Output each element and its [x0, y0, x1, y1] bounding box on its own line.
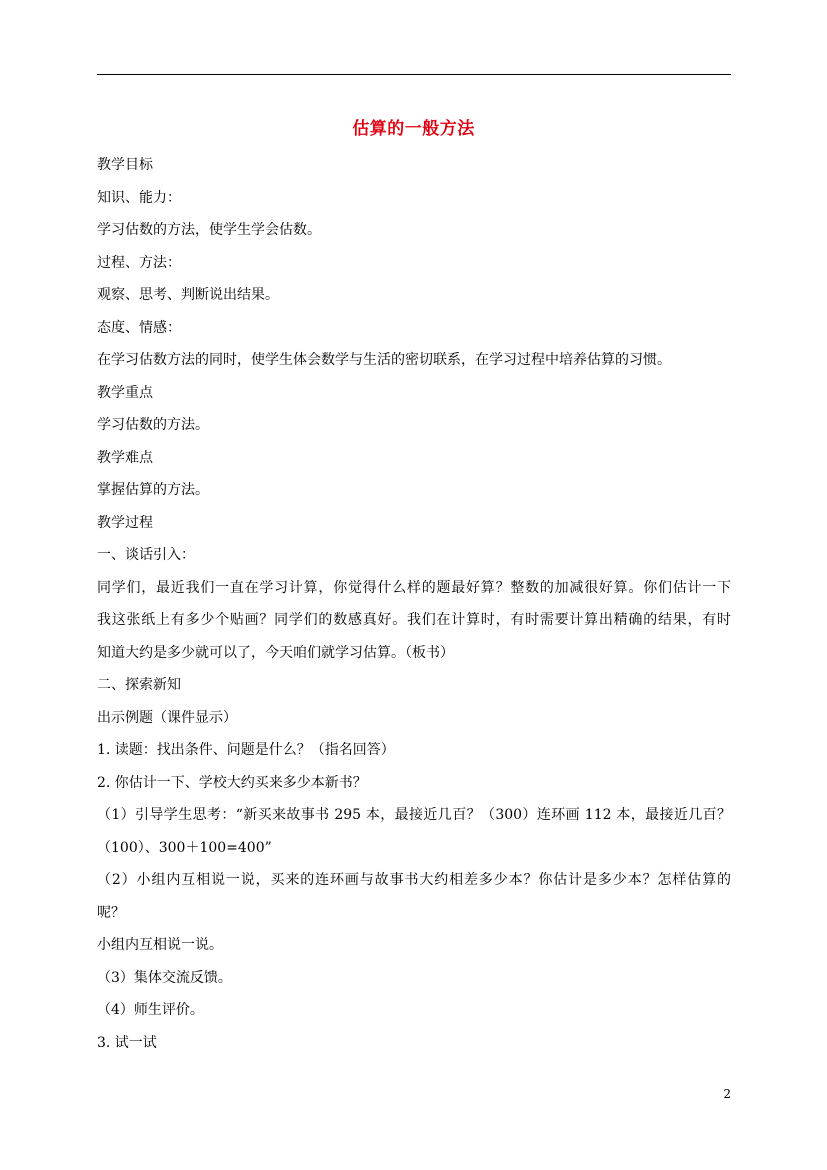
list-item: （4）师生评价。: [97, 1002, 204, 1018]
section-heading-key-points: 教学重点: [97, 384, 153, 401]
section-heading-teaching-goals: 教学目标: [97, 157, 153, 173]
list-item: （1）引导学生思考：“新买来故事书 295 本，最接近几百？（300）连环画 112 本，最接近几百？: [97, 807, 731, 823]
paragraph-line: 学习估数的方法，使学生学会估数。: [97, 222, 321, 238]
header-rule: [97, 74, 731, 75]
paragraph-line: 观察、思考、判断说出结果。: [97, 287, 279, 303]
list-item: 1. 读题：找出条件、问题是什么？（指名回答）: [97, 742, 395, 758]
page-number: 2: [723, 1087, 731, 1101]
paragraph-line: 同学们，最近我们一直在学习计算，你觉得什么样的题最好算？整数的加减很好算。你们估计一下: [97, 579, 731, 596]
list-item: （2）小组内互相说一说，买来的连环画与故事书大约相差多少本？你估计是多少本？怎样估算的: [97, 872, 731, 888]
paragraph-line: 呢？: [97, 904, 125, 921]
list-item: 3. 试一试: [97, 1034, 157, 1051]
subheading-process-method: 过程、方法：: [97, 254, 181, 271]
subheading-explore: 二、探索新知: [97, 677, 181, 693]
section-heading-teaching-process: 教学过程: [97, 514, 153, 531]
paragraph-line: （100）、300＋100=400”: [97, 839, 272, 856]
paragraph-line: 出示例题（课件显示）: [97, 709, 237, 726]
section-heading-difficulties: 教学难点: [97, 449, 153, 466]
list-item: 2. 你估计一下、学校大约买来多少本新书？: [97, 774, 367, 791]
document-body: [97, 149, 731, 1059]
paragraph-line: 掌握估算的方法。: [97, 482, 209, 498]
paragraph-line: 学习估数的方法。: [97, 417, 209, 433]
paragraph-line: 我这张纸上有多少个贴画？同学们的数感真好。我们在计算时，有时需要计算出精确的结果，有时: [97, 612, 731, 628]
subheading-attitude-emotion: 态度、情感：: [97, 319, 181, 336]
paragraph-line: 在学习估数方法的同时，使学生体会数学与生活的密切联系，在学习过程中培养估算的习惯。: [97, 352, 671, 368]
paragraph-line: 小组内互相说一说。: [97, 937, 223, 953]
document-title: 估算的一般方法: [352, 119, 475, 139]
subheading-knowledge-ability: 知识、能力：: [97, 189, 181, 206]
subheading-introduction: 一、谈话引入：: [97, 547, 195, 563]
list-item: （3）集体交流反馈。: [97, 969, 232, 986]
paragraph-line: 知道大约是多少就可以了，今天咱们就学习估算。（板书）: [97, 644, 454, 661]
